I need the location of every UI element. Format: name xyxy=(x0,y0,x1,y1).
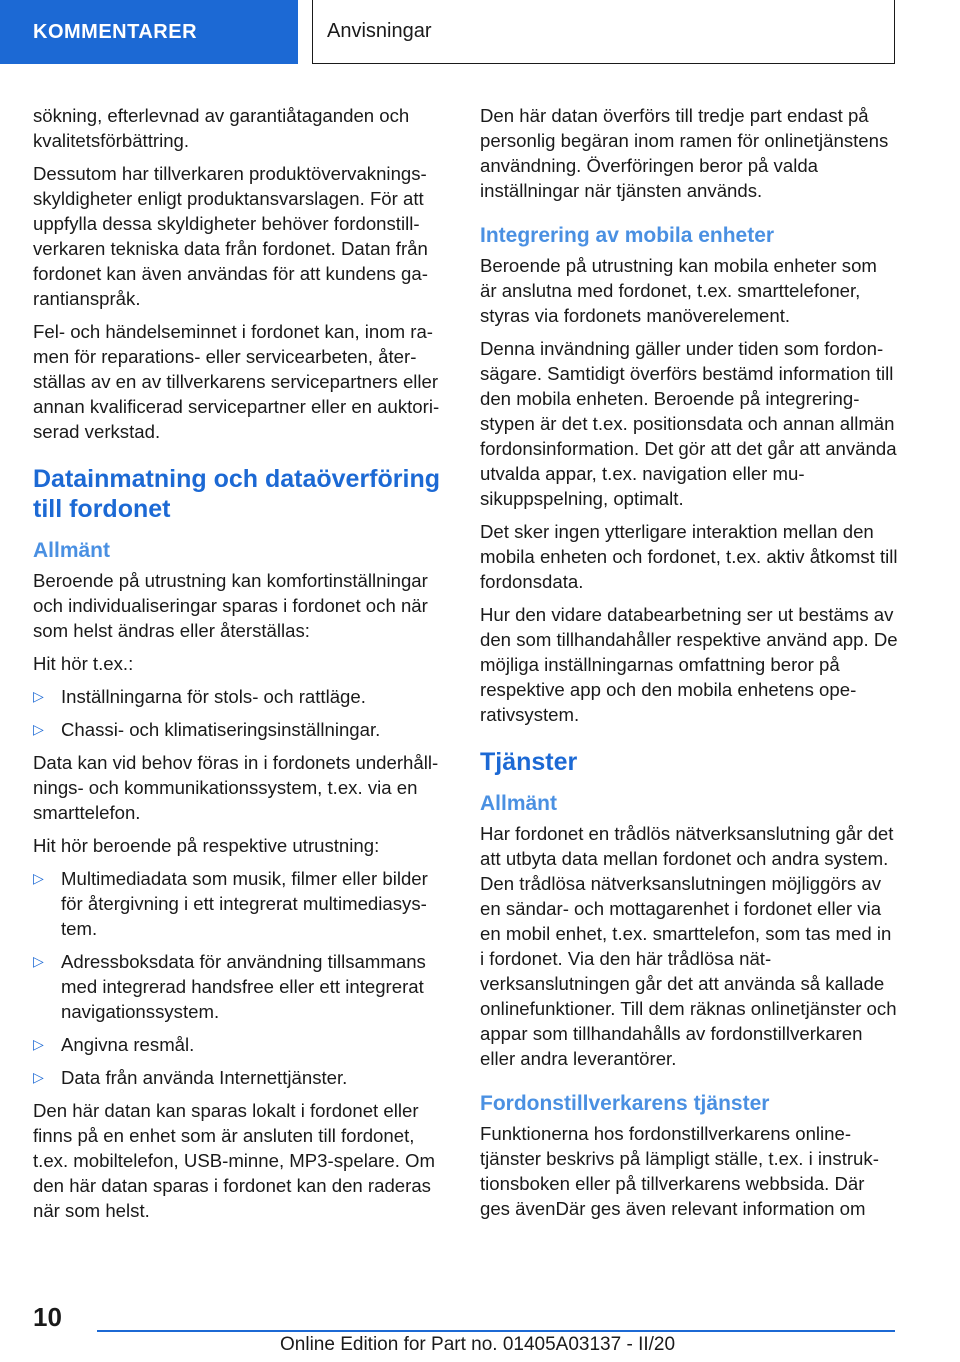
page-header xyxy=(0,0,960,66)
paragraph: sökning, efterlevnad av garantiåtaganden och kvalitetsförbättring. xyxy=(33,105,410,151)
triangle-bullet-icon: ▷ xyxy=(33,953,44,969)
paragraph: Beroende på utrustning kan komfortinställningar och individualiseringar sparas i fordonet och när som helst ändras eller återställas: xyxy=(33,570,428,641)
section-heading: Tjänster xyxy=(480,748,578,776)
triangle-bullet-icon: ▷ xyxy=(33,870,44,886)
subsection-heading: Fordonstillverkarens tjänster xyxy=(480,1092,770,1115)
list-item: ▷ Data från använda Internettjänster. xyxy=(33,1067,348,1088)
paragraph: Hur den vidare databearbetning ser ut bestäms av den som tillhandahåller respektive använd app. De möjliga inställningarnas omfattning beror på respektive app och den mobila enhetens operativsystem. xyxy=(480,604,898,725)
footer-divider xyxy=(97,1330,895,1332)
paragraph: Denna invändning gäller under tiden som fordonsägare. Samtidigt överförs bestämd information till den mobila enheten. Beroende på integreringstypen är det t.ex. positionsdata och annan allmän fordonsinformation. Det gör att det går att använda utvalda appar, t.ex. navigation eller musikuppspelning, optimalt. xyxy=(480,338,897,509)
list-item: ▷ Multimediadata som musik, filmer eller bilder för återgivning i ett integrerat multimediasystem. xyxy=(33,868,428,939)
subsection-heading: Allmänt xyxy=(33,539,111,562)
paragraph: Hit hör beroende på respektive utrustning: xyxy=(33,835,380,856)
right-column xyxy=(480,103,898,1229)
list-item: ▷ Angivna resmål. xyxy=(33,1034,195,1055)
triangle-bullet-icon: ▷ xyxy=(33,721,44,737)
triangle-bullet-icon: ▷ xyxy=(33,1069,44,1085)
paragraph: Den här datan överförs till tredje part endast på personlig begäran inom ramen för onlinetjänstens användning. Överföringen beror på valda inställningar när tjänsten används. xyxy=(480,105,889,201)
page-number: 10 xyxy=(33,1302,62,1332)
left-column xyxy=(33,103,448,1231)
paragraph: Det sker ingen ytterligare interaktion mellan den mobila enheten och fordonet, t.ex. aktiv åtkomst till fordonsdata. xyxy=(480,521,898,592)
paragraph: Dessutom har tillverkaren produktövervakningsskyldigheter enligt produktansvarslagen. För att uppfylla dessa skyldigheter behöver fordonstillverkaren tekniska data från fordonet. Datan från fordonet kan även användas för att kundens garantianspråk. xyxy=(33,163,428,309)
list-item: ▷ Adressboksdata för användning tillsammans med integrerad handsfree eller ett integrerat navigationssystem. xyxy=(33,951,426,1022)
paragraph: Hit hör t.ex.: xyxy=(33,653,134,674)
bullet-list xyxy=(33,866,448,1090)
paragraph: Fel- och händelseminnet i fordonet kan, inom ramen för reparations- eller servicearbeten, återställas av en av tillverkarens servicepartners eller annan kvalificerad servicepartner eller en auktoriserad verkstad. xyxy=(33,321,440,442)
list-item: ▷ Inställningarna för stols- och rattläge. xyxy=(33,686,366,707)
triangle-bullet-icon: ▷ xyxy=(33,688,44,704)
chapter-tab: Anvisningar xyxy=(312,0,895,64)
paragraph: Data kan vid behov föras in i fordonets underhållnings- och kommunikationssystem, t.ex. via en smarttelefon. xyxy=(33,752,439,823)
bullet-list xyxy=(33,684,448,742)
triangle-bullet-icon: ▷ xyxy=(33,1036,44,1052)
paragraph: Har fordonet en trådlös nätverksanslutning går det att utbyta data mellan fordonet och andra system. Den trådlösa nätverksanslutningen möjliggörs av en sändar- och mottagarenhet i fordonet eller via en mobil enhet, t.ex. smarttelefon, som tas med in i fordonet. Via den här trådlösa nätverksanslutningen går det att använda så kallade onlinefunktioner. Till dem räknas onlinetjänster och appar som tillhandahålls av fordonstillverkaren eller andra leverantörer. xyxy=(480,823,897,1069)
paragraph: Den här datan kan sparas lokalt i fordonet eller finns på en enhet som är ansluten till fordonet, t.ex. mobiltelefon, USB-minne, MP3-spelare. Om den här datan sparas i fordonet kan den raderas när som helst. xyxy=(33,1100,435,1221)
section-heading: Datainmatning och dataöverföring till fordonet xyxy=(33,465,440,523)
section-tab: KOMMENTARER xyxy=(0,0,298,64)
subsection-heading: Integrering av mobila enheter xyxy=(480,224,775,247)
paragraph: Beroende på utrustning kan mobila enheter som är anslutna med fordonet, t.ex. smarttelefoner, styras via fordonets manöverelement. xyxy=(480,255,877,326)
subsection-heading: Allmänt xyxy=(480,792,558,815)
edition-footer: Online Edition for Part no. 01405A03137 - II/20 xyxy=(280,1334,676,1355)
paragraph: Funktionerna hos fordonstillverkarens onlinetjänster beskrivs på lämpligt ställe, t.ex. i instruktionsboken eller på tillverkarens webbsida. Där ges ävenDär ges även relevant information om xyxy=(480,1123,879,1219)
list-item: ▷ Chassi- och klimatiseringsinställningar. xyxy=(33,719,381,740)
